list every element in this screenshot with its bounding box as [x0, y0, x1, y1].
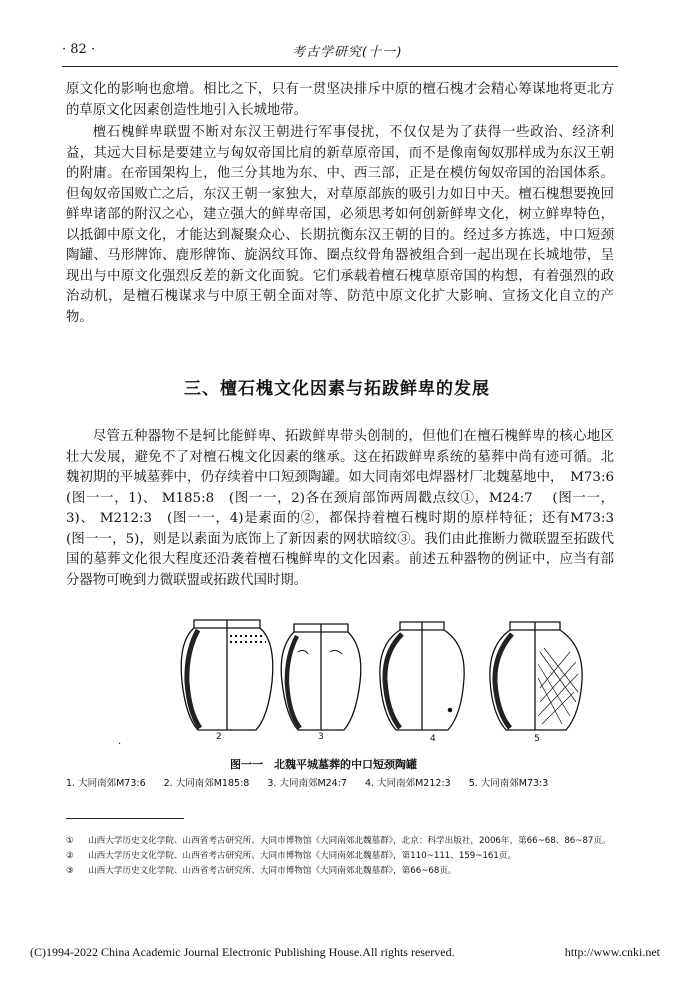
stray-mark: ·: [118, 739, 122, 750]
pottery-figure: [172, 612, 592, 752]
footnote-text: 山西大学历史文化学院、山西省考古研究所、大同市博物馆《大同南郊北魏墓群》，第110~111、159~161页。: [88, 851, 517, 861]
figure-item: 2. 大同南郊M185:8: [163, 778, 250, 789]
footnote-mark: ③: [66, 866, 74, 876]
footnote-rule: [66, 818, 184, 819]
paragraph-2: [66, 123, 614, 328]
paragraph-3-text: 尽管五种器物不是轲比能鲜卑、拓跋鲜卑带头创制的，但他们在檀石槐鲜卑的核心地区壮大发展，避免不了对檀石槐文化因素的继承。这在拓跋鲜卑系统的墓葬中尚有迹可循。北魏初期的平城墓葬中，仍存续着中口短颈陶罐。如大同南郊电焊器材厂北魏墓地中， M73:6 (图一一，1)、 M185:8 (图一一，2)各在颈肩部饰两周戳点纹①，M24:7 (图一一，3)、 M212:3 (图一一，4)是素面的②，都保持着檀石槐时期的原样特征；还有M73:3 (图一一，5)，则是以素面为底饰上了新因素的网状暗纹③。我们由此推断力微联盟至拓跋代国的墓葬文化很大程度还沿袭着檀石槐鲜卑的文化因素。前述五种器物的例证中，应当有部分器物可晚到力微联盟或拓跋代国时期。: [66, 429, 628, 588]
footnote-1: [66, 834, 622, 849]
footnote-mark: ①: [66, 836, 74, 846]
jar-drawing-4: [490, 622, 582, 730]
page-number: · 82 ·: [62, 42, 96, 57]
journal-title: 考古学研究(十一): [292, 45, 403, 60]
header-rule: [62, 66, 618, 67]
footnote-3: [66, 864, 622, 879]
figure-item-list: [66, 775, 626, 789]
figure-item: 4. 大同南郊M212:3: [365, 778, 451, 789]
jar-number-4: 4: [430, 734, 436, 744]
jar-drawing-1: [181, 620, 273, 730]
running-header: [62, 40, 618, 64]
paragraph-1: [66, 80, 614, 121]
figure-item: 5. 大同南郊M73:3: [468, 778, 549, 789]
paragraph-2-text: 檀石槐鲜卑联盟不断对东汉王朝进行军事侵扰，不仅仅是为了获得一些政治、经济利益，其远大目标是要建立与匈奴帝国比肩的新草原帝国，而不是像南匈奴那样成为东汉王朝的附庸。在帝国架构上，他三分其地为东、中、西三部，正是在模仿匈奴帝国的治国体系。但匈奴帝国败亡之后，东汉王朝一家独大，对草原部族的吸引力如日中天。檀石槐想要挽回鲜卑诸部的附汉之心，建立强大的鲜卑帝国，必须思考如何创新鲜卑文化，树立鲜卑特色，以抵御中原文化，才能达到凝聚众心、长期抗衡东汉王朝的目的。经过多方拣选，中口短颈陶罐、马形牌饰、鹿形牌饰、旋涡纹耳饰、圈点纹骨角器被组合到一起出现在长城地带，呈现出与中原文化强烈反差的新文化面貌。它们承载着檀石槐草原帝国的构想，有着强烈的政治动机，是檀石槐谋求与中原王朝全面对等、防范中原文化扩大影响、宣扬文化自立的产物。: [66, 125, 614, 325]
figure-item: 3. 大同南郊M24:7: [267, 778, 347, 789]
jar-number-3: 3: [318, 732, 324, 742]
copyright-line: [30, 945, 660, 960]
figure-item: 1. 大同南郊M73:6: [66, 778, 146, 789]
pottery-drawings: [172, 612, 592, 752]
footnote-text: 山西大学历史文化学院、山西省考古研究所、大同市博物馆《大同南郊北魏墓群》，第66~68页。: [88, 866, 457, 876]
jar-number-2: 2: [216, 732, 222, 742]
jar-drawing-2: [281, 624, 361, 730]
jar-number-5: 5: [534, 734, 540, 744]
footnote-text: 山西大学历史文化学院、山西省考古研究所、大同市博物馆《大同南郊北魏墓群》，北京：科学出版社，2006年，第66~68、86~87页。: [88, 836, 611, 846]
section-heading: 三、檀石槐文化因素与拓跋鲜卑的发展: [184, 379, 490, 399]
jar-drawing-3: [380, 622, 464, 730]
figure-caption: 图一一 北魏平城墓葬的中口短颈陶罐: [230, 758, 417, 771]
cnki-url[interactable]: http://www.cnki.net: [564, 945, 660, 959]
paragraph-1-text: 原文化的影响也愈增。相比之下，只有一贯坚决排斥中原的檀石槐才会精心筹谋地将更北方的草原文化因素创造性地引入长城地带。: [66, 82, 614, 118]
footnotes: [66, 834, 622, 879]
footnote-mark: ②: [66, 851, 74, 861]
footnote-2: [66, 849, 622, 864]
copyright-text: (C)1994-2022 China Academic Journal Electronic Publishing House.All rights reserved.: [30, 945, 455, 959]
paragraph-3: [66, 427, 628, 591]
